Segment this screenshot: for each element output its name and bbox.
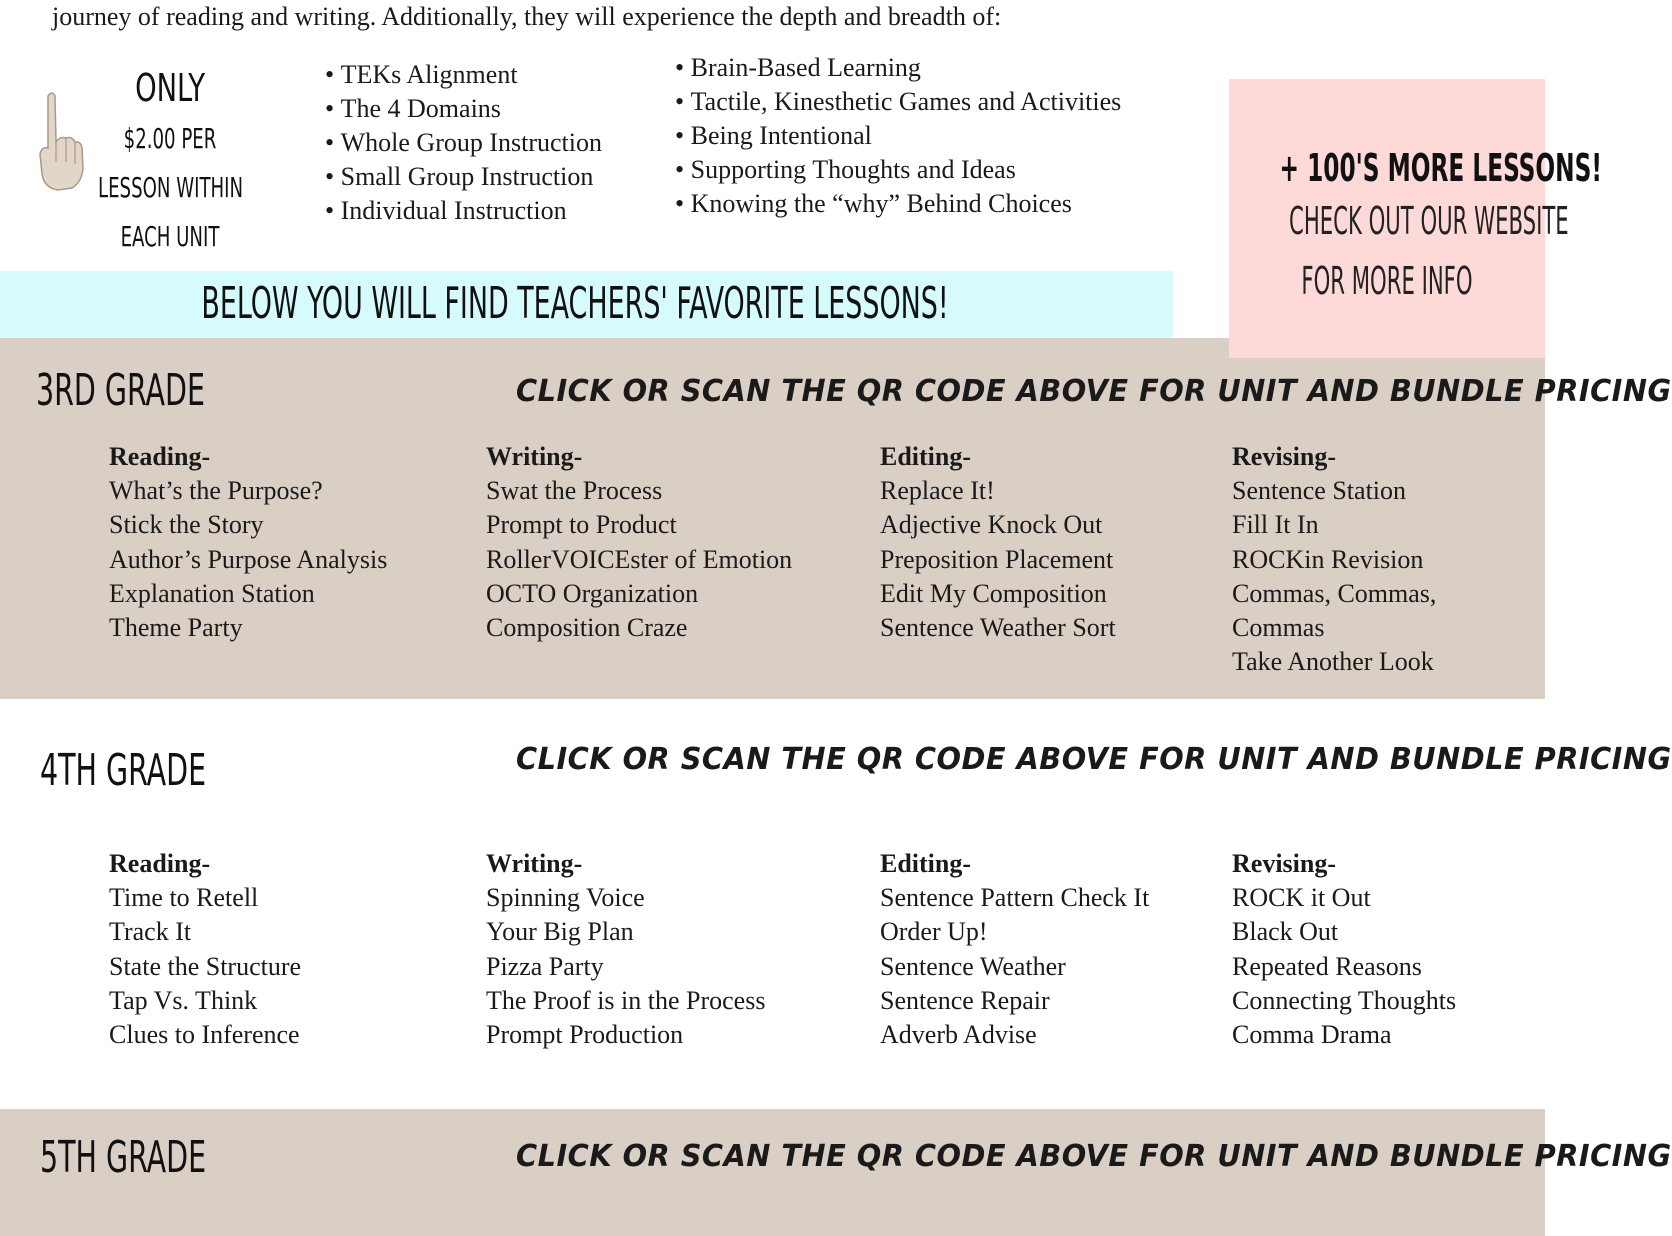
favorites-banner — [0, 271, 1173, 337]
lesson-column-writing — [486, 440, 792, 645]
lesson-item: Fill It In — [1232, 510, 1319, 540]
feature-item: • Knowing the “why” Behind Choices — [675, 187, 1121, 221]
lesson-item: RollerVOICEster of Emotion — [486, 544, 793, 574]
lesson-item: Prompt Production — [486, 1020, 684, 1050]
lesson-item: Sentence Weather — [880, 951, 1066, 981]
lesson-column-writing — [486, 847, 765, 1052]
column-heading: Reading- — [109, 849, 211, 878]
feature-item: • Being Intentional — [675, 119, 1121, 153]
lesson-item: Author’s Purpose Analysis — [109, 544, 388, 574]
lesson-item: Sentence Pattern Check It — [880, 883, 1150, 913]
feature-item: • The 4 Domains — [325, 92, 602, 126]
price-callout — [70, 62, 270, 261]
column-heading: Editing- — [880, 849, 972, 878]
lesson-item: Preposition Placement — [880, 544, 1114, 574]
lesson-item: Swat the Process — [486, 476, 663, 506]
pricing-cta-link[interactable]: CLICK OR SCAN THE QR CODE ABOVE FOR UNIT AND BUNDLE PRICING — [516, 1139, 1672, 1174]
lesson-column-reading — [109, 440, 387, 645]
lesson-item: OCTO Organization — [486, 578, 699, 608]
price-line-2: LESSON WITHIN — [98, 171, 244, 204]
lesson-column-reading — [109, 847, 301, 1052]
lesson-item: Adverb Advise — [880, 1020, 1037, 1050]
more-lessons-promo[interactable] — [1229, 79, 1602, 358]
feature-item: • Tactile, Kinesthetic Games and Activities — [675, 85, 1121, 119]
banner-text: BELOW YOU WILL FIND TEACHERS' FAVORITE LESSONS! — [201, 278, 949, 329]
price-only: ONLY — [135, 66, 205, 110]
grade-title: 5TH GRADE — [40, 1132, 207, 1183]
lesson-column-revising — [1232, 440, 1436, 679]
lesson-item: Time to Retell — [109, 883, 259, 913]
lesson-item: Sentence Station — [1232, 476, 1407, 506]
lesson-item: Theme Party — [109, 613, 243, 643]
lesson-item: Composition Craze — [486, 613, 688, 643]
grade-title: 4TH GRADE — [40, 745, 207, 796]
feature-item: • Supporting Thoughts and Ideas — [675, 153, 1121, 187]
lesson-item: Adjective Knock Out — [880, 510, 1103, 540]
lesson-item: Explanation Station — [109, 578, 315, 608]
lesson-item: Commas — [1232, 613, 1325, 643]
grade-title: 3RD GRADE — [36, 365, 205, 416]
lesson-item: ROCK it Out — [1232, 883, 1371, 913]
feature-item: • Small Group Instruction — [325, 160, 602, 194]
lesson-item: Repeated Reasons — [1232, 951, 1422, 981]
lesson-item: Your Big Plan — [486, 917, 634, 947]
lesson-item: Clues to Inference — [109, 1020, 300, 1050]
lesson-item: State the Structure — [109, 951, 302, 981]
feature-item: • Whole Group Instruction — [325, 126, 602, 160]
column-heading: Editing- — [880, 442, 972, 471]
lesson-item: Connecting Thoughts — [1232, 985, 1457, 1015]
price-line-1: $2.00 PER — [123, 122, 217, 155]
column-heading: Writing- — [486, 849, 583, 878]
column-heading: Revising- — [1232, 442, 1336, 471]
lesson-item: ROCKin Revision — [1232, 544, 1424, 574]
lesson-item: Comma Drama — [1232, 1020, 1392, 1050]
lesson-item: Replace It! — [880, 476, 995, 506]
lesson-item: The Proof is in the Process — [486, 985, 766, 1015]
feature-list-left — [325, 58, 602, 228]
promo-line-1: CHECK OUT OUR WEBSITE — [1289, 199, 1569, 243]
lesson-item: Tap Vs. Think — [109, 985, 258, 1015]
feature-item: • Brain-Based Learning — [675, 51, 1121, 85]
lesson-item: Black Out — [1232, 917, 1339, 947]
lesson-item: Pizza Party — [486, 951, 604, 981]
feature-list-right — [675, 51, 1121, 221]
lesson-item: Sentence Weather Sort — [880, 613, 1116, 643]
lesson-item: What’s the Purpose? — [109, 476, 323, 506]
column-heading: Reading- — [109, 442, 211, 471]
column-heading: Revising- — [1232, 849, 1336, 878]
lesson-item: Track It — [109, 917, 192, 947]
pricing-cta-link[interactable]: CLICK OR SCAN THE QR CODE ABOVE FOR UNIT AND BUNDLE PRICING — [516, 742, 1672, 777]
lesson-item: Commas, Commas, — [1232, 578, 1437, 608]
price-line-3: EACH UNIT — [120, 220, 220, 253]
lesson-item: Order Up! — [880, 917, 988, 947]
lesson-item: Spinning Voice — [486, 883, 645, 913]
lesson-column-editing — [880, 847, 1149, 1052]
intro-text: journey of reading and writing. Additionally, they will experience the depth and breadth of: — [52, 2, 1002, 31]
lesson-column-revising — [1232, 847, 1456, 1052]
lesson-item: Prompt to Product — [486, 510, 677, 540]
lesson-item: Take Another Look — [1232, 647, 1434, 677]
pricing-cta-link[interactable]: CLICK OR SCAN THE QR CODE ABOVE FOR UNIT AND BUNDLE PRICING — [516, 374, 1672, 409]
feature-item: • TEKs Alignment — [325, 58, 602, 92]
lesson-item: Edit My Composition — [880, 578, 1107, 608]
lesson-column-editing — [880, 440, 1116, 645]
column-heading: Writing- — [486, 442, 583, 471]
lesson-item: Stick the Story — [109, 510, 264, 540]
promo-headline: + 100'S MORE LESSONS! — [1279, 146, 1602, 190]
promo-line-2: FOR MORE INFO — [1301, 259, 1473, 303]
lesson-item: Sentence Repair — [880, 985, 1050, 1015]
feature-item: • Individual Instruction — [325, 194, 602, 228]
